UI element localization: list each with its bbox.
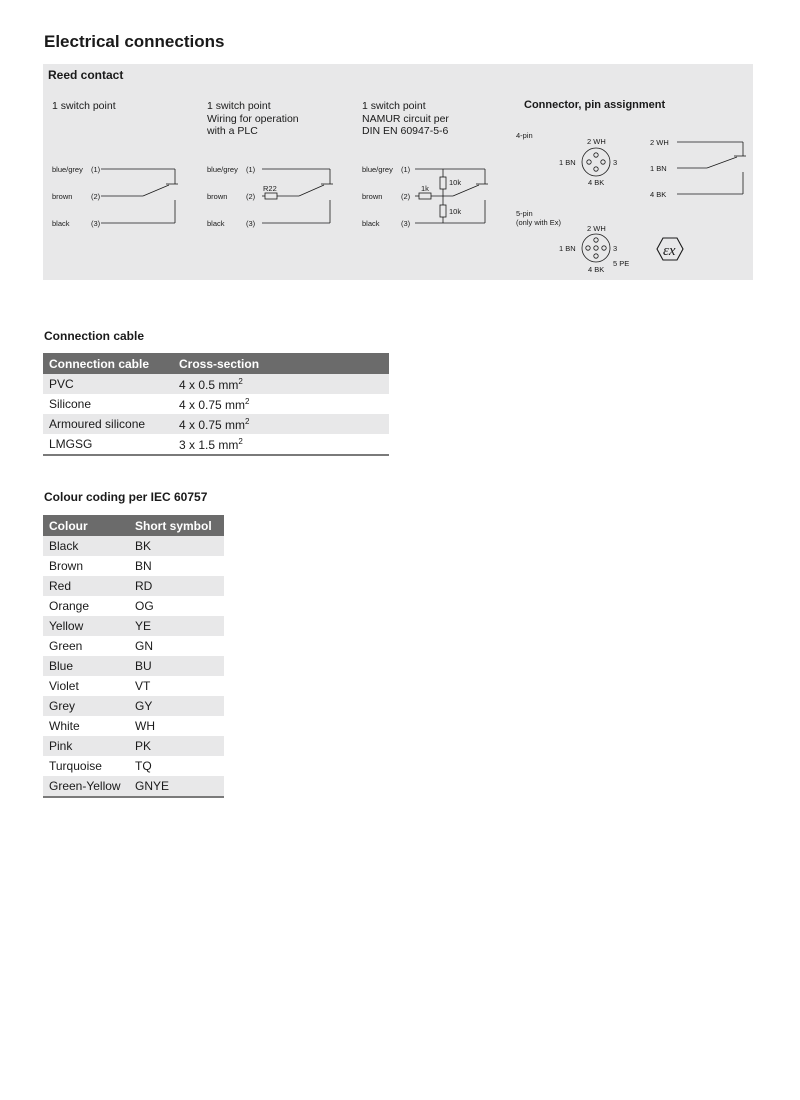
colour-name: Turquoise <box>49 759 102 773</box>
pin-1bn-label: 1 BN <box>559 244 576 253</box>
colour-name: Pink <box>43 736 129 756</box>
wire-label: brown <box>362 192 383 201</box>
table-row <box>43 696 224 716</box>
colour-symbol: GN <box>135 639 153 653</box>
table-row <box>43 616 224 636</box>
colour-name: Red <box>43 576 129 596</box>
wire-label: blue/grey <box>362 165 393 174</box>
switch-contact <box>143 185 169 196</box>
colour-symbol: BN <box>135 559 152 573</box>
table-row <box>43 536 224 556</box>
pin-5pe-label: 5 PE <box>613 259 630 268</box>
colour-table <box>43 515 224 798</box>
colour-symbol: BU <box>129 656 224 676</box>
colour-name: Violet <box>49 679 79 693</box>
table-row <box>43 636 224 656</box>
pin-4bk-label: 4 BK <box>650 190 667 199</box>
r1k-label: 1k <box>421 184 429 193</box>
pin-label: (2) <box>401 192 411 201</box>
wire-label: brown <box>52 192 73 201</box>
wire-label: black <box>207 219 225 228</box>
caption-line: 1 switch point <box>362 100 426 112</box>
caption-line: DIN EN 60947-5-6 <box>362 125 449 137</box>
caption-line: NAMUR circuit per <box>362 112 449 125</box>
colour-name: Blue <box>43 656 129 676</box>
table-row <box>43 756 224 776</box>
table-row <box>43 414 389 434</box>
caption-line: 1 switch point <box>52 100 116 112</box>
pin-2wh-label: 2 WH <box>587 224 606 233</box>
4pin-label: 4-pin <box>516 131 533 140</box>
pin-label: (1) <box>246 165 256 174</box>
table-header-row <box>43 353 389 374</box>
colour-symbol: RD <box>129 576 224 596</box>
colour-symbol: TQ <box>135 759 152 773</box>
cross-section: 4 x 0.5 $mm^2$ <box>173 374 389 394</box>
connector-title: Connector, pin assignment <box>524 99 666 111</box>
connector-4pin-outline <box>582 148 610 176</box>
wire-label: blue/grey <box>52 165 83 174</box>
wire-label: black <box>362 219 380 228</box>
colour-symbol: GY <box>129 696 224 716</box>
colour-symbol: VT <box>135 679 151 693</box>
pin-dot <box>586 246 590 250</box>
cable-type: LMGSG <box>43 434 173 455</box>
colour-section-title: Colour coding per IEC 60757 <box>44 490 208 504</box>
pin-label: (1) <box>401 165 411 174</box>
pin-dot <box>594 238 598 242</box>
pin-dot <box>594 246 598 250</box>
reed-contact-title: Reed contact <box>48 68 124 82</box>
resistor-10k <box>440 205 446 217</box>
wire-label: blue/grey <box>207 165 238 174</box>
switch-contact <box>299 185 324 196</box>
cable-table <box>43 353 389 456</box>
r10k-label: 10k <box>449 207 462 216</box>
pin-dot <box>601 160 605 164</box>
pin-2wh-label: 2 WH <box>587 137 606 146</box>
page-title: Electrical connections <box>44 32 225 51</box>
pin-2wh-label: 2 WH <box>650 138 669 147</box>
5pin-note: (only with Ex) <box>516 218 562 227</box>
resistor-1k <box>419 193 431 199</box>
pin-dot <box>594 153 598 157</box>
pin-dot <box>602 246 606 250</box>
pin-label: (2) <box>246 192 256 201</box>
colour-name: Black <box>43 536 129 556</box>
r22-label: R22 <box>263 184 277 193</box>
resistor-r22 <box>265 193 277 199</box>
table-row <box>43 596 224 616</box>
reed-contact-panel <box>43 64 753 280</box>
wire-label: black <box>52 219 70 228</box>
cable-type: PVC <box>43 374 173 394</box>
col-header: Connection cable <box>43 353 173 374</box>
colour-name: Green-Yellow <box>43 776 129 797</box>
colour-name: Brown <box>49 559 84 573</box>
colour-symbol: YE <box>129 616 224 636</box>
table-row <box>43 434 389 455</box>
cross-section: 4 x 0.75 $mm^2$ <box>173 414 389 434</box>
pin-3-label: 3 <box>613 244 618 253</box>
table-row <box>43 716 224 736</box>
table-row <box>43 676 224 696</box>
colour-name: Grey <box>43 696 129 716</box>
cross-section: 3 x 1.5 $mm^2$ <box>173 434 389 455</box>
cable-type: Armoured silicone <box>43 414 173 434</box>
5pin-label: 5-pin <box>516 209 533 218</box>
resistor-10k <box>440 177 446 189</box>
colour-symbol: BK <box>129 536 224 556</box>
table-row <box>43 656 224 676</box>
pin-label: (3) <box>91 219 101 228</box>
cross-section: 4 x 0.75 $mm^2$ <box>179 396 250 412</box>
pin-dot <box>594 167 598 171</box>
colour-symbol: PK <box>129 736 224 756</box>
pin-3-label: 3 <box>613 158 618 167</box>
pin-1bn-label: 1 BN <box>559 158 576 167</box>
pin-4bk-label: 4 BK <box>588 178 605 187</box>
table-row <box>43 776 224 797</box>
cable-section-title: Connection cable <box>44 329 145 343</box>
cable-type: Silicone <box>49 397 92 411</box>
colour-name: White <box>49 719 80 733</box>
table-row <box>43 556 224 576</box>
col-header: Cross-section <box>173 353 389 374</box>
table-row <box>43 374 389 394</box>
pin-4bk-label: 4 BK <box>588 265 605 274</box>
pin-label: (3) <box>401 219 411 228</box>
colour-name: Green <box>49 639 83 653</box>
table-header-row <box>43 515 224 536</box>
col-header: Colour <box>43 515 129 536</box>
colour-name: Yellow <box>43 616 129 636</box>
wiring-diagrams <box>43 64 753 280</box>
switch-contact <box>707 157 737 168</box>
pin-label: (3) <box>246 219 256 228</box>
caption-line: 1 switch point <box>207 100 271 112</box>
table-row <box>43 736 224 756</box>
colour-symbol: OG <box>135 599 154 613</box>
colour-symbol: WH <box>135 719 155 733</box>
col-header: Short symbol <box>129 515 224 536</box>
table-row <box>43 576 224 596</box>
pin-dot <box>587 160 591 164</box>
colour-symbol: GNYE <box>129 776 224 797</box>
table-row <box>43 394 389 414</box>
caption-line: with a PLC <box>207 125 258 137</box>
pin-1bn-label: 1 BN <box>650 164 667 173</box>
colour-name: Orange <box>49 599 90 613</box>
ex-icon: εx <box>663 243 676 259</box>
pin-label: (1) <box>91 165 101 174</box>
caption-line: Wiring for operation <box>207 112 299 125</box>
pin-label: (2) <box>91 192 101 201</box>
wire-label: brown <box>207 192 228 201</box>
r10k-label: 10k <box>449 178 462 187</box>
pin-dot <box>594 254 598 258</box>
